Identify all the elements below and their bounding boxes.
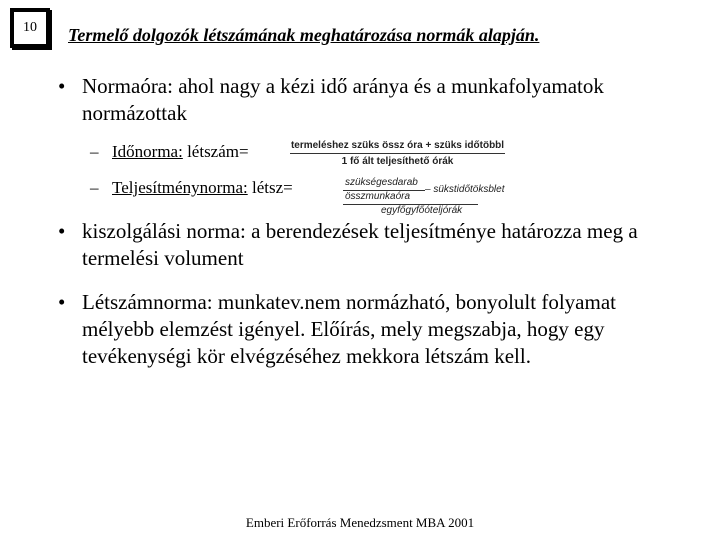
bullet-text: Normaóra: ahol nagy a kézi idő aránya és a munkafolyamatok normázottak (82, 74, 604, 125)
formula-top: szükségesdarab (345, 177, 418, 188)
formula-mid: összmunkaóra (345, 191, 411, 202)
bullet-dot: • (58, 74, 66, 98)
formula-idonorma (290, 140, 505, 167)
slide-number: 10 (23, 20, 37, 35)
slide-number-box (10, 8, 50, 48)
subitem-idonorma (90, 142, 249, 162)
bullet-text: Létszámnorma: munkatev.nem normázható, bonyolult folyamat mélyebb elemzést igényel. Előírás, mely megszabja, hogy egy tevékenységi kör elvégzéséhez mekkora létszám kell. (82, 290, 616, 368)
formula-denominator: 1 fő ált teljesíthető órák (341, 156, 454, 167)
formula-bottom: egyfőgyfőóteljórák (381, 205, 463, 216)
sub-rest: létszám= (182, 142, 249, 161)
sub-label: Időnorma: (112, 142, 183, 161)
sub-rest: létsz= (247, 178, 293, 197)
subitem-teljesitmenynorma (90, 178, 293, 198)
bullet-text: kiszolgálási norma: a berendezések teljesítménye határozza meg a termelési volument (82, 219, 638, 270)
formula-numerator: termeléshez szüks össz óra + szüks időtöbbl (290, 140, 505, 154)
sub-label: Teljesítménynorma: (112, 178, 248, 197)
sub-dash: – (90, 178, 99, 197)
slide-title: Termelő dolgozók létszámának meghatározása normák alapján. (68, 25, 540, 45)
formula-suffix: – sükstidőtöksblet (425, 184, 505, 195)
sub-dash: – (90, 142, 99, 161)
bullet-dot: • (58, 290, 66, 314)
bullet-dot: • (58, 219, 66, 243)
footer-text: Emberi Erőforrás Menedzsment MBA 2001 (245, 515, 475, 530)
